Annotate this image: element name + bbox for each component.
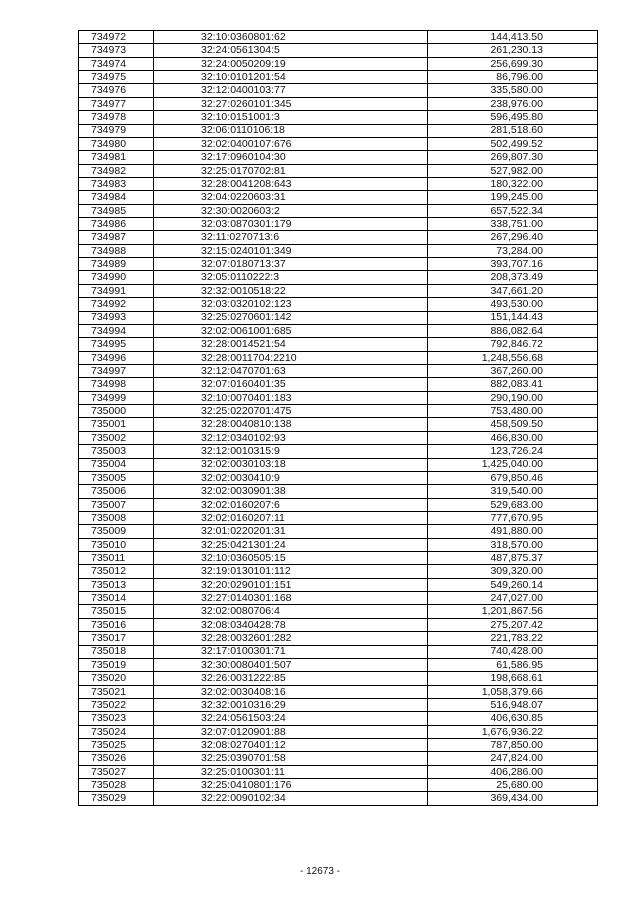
amount-cell: 198,668.61 <box>428 672 598 685</box>
cadastral-number-cell: 32:07:0180713:37 <box>154 258 428 271</box>
record-id-cell: 734998 <box>79 378 154 391</box>
record-id-cell: 735008 <box>79 511 154 524</box>
cadastral-number-cell: 32:28:0011704:2210 <box>154 351 428 364</box>
cadastral-number-cell: 32:02:0160207:11 <box>154 511 428 524</box>
cadastral-number-cell: 32:10:0151001:3 <box>154 111 428 124</box>
table-row <box>79 284 598 297</box>
record-id-cell: 734983 <box>79 177 154 190</box>
amount-cell: 73,284.00 <box>428 244 598 257</box>
cadastral-number-cell: 32:01:0220201:31 <box>154 525 428 538</box>
amount-cell: 338,751.00 <box>428 218 598 231</box>
amount-cell: 123,726.24 <box>428 445 598 458</box>
cadastral-number-cell: 32:24:0050209:19 <box>154 57 428 70</box>
record-id-cell: 734996 <box>79 351 154 364</box>
cadastral-number-cell: 32:25:0170702:81 <box>154 164 428 177</box>
table-row <box>79 765 598 778</box>
record-id-cell: 734994 <box>79 324 154 337</box>
table-row <box>79 391 598 404</box>
cadastral-number-cell: 32:12:0010315:9 <box>154 445 428 458</box>
cadastral-number-cell: 32:17:0100301:71 <box>154 645 428 658</box>
amount-cell: 369,434.00 <box>428 792 598 805</box>
cadastral-number-cell: 32:22:0090102:34 <box>154 792 428 805</box>
amount-cell: 256,699.30 <box>428 57 598 70</box>
amount-cell: 144,413.50 <box>428 31 598 44</box>
amount-cell: 596,495.80 <box>428 111 598 124</box>
cadastral-number-cell: 32:24:0561503:24 <box>154 712 428 725</box>
table-row <box>79 565 598 578</box>
amount-cell: 151,144.43 <box>428 311 598 324</box>
table-row <box>79 698 598 711</box>
table-row <box>79 177 598 190</box>
cadastral-number-cell: 32:25:0410801:176 <box>154 779 428 792</box>
table-row <box>79 471 598 484</box>
cadastral-number-cell: 32:25:0100301:11 <box>154 765 428 778</box>
record-id-cell: 735017 <box>79 632 154 645</box>
amount-cell: 393,707.16 <box>428 258 598 271</box>
record-id-cell: 734995 <box>79 338 154 351</box>
cadastral-number-cell: 32:19:0130101:112 <box>154 565 428 578</box>
cadastral-number-cell: 32:02:0030410:9 <box>154 471 428 484</box>
table-row <box>79 258 598 271</box>
amount-cell: 319,540.00 <box>428 485 598 498</box>
cadastral-number-cell: 32:25:0421301:24 <box>154 538 428 551</box>
record-id-cell: 734993 <box>79 311 154 324</box>
amount-cell: 406,286.00 <box>428 765 598 778</box>
record-id-cell: 734978 <box>79 111 154 124</box>
table-row <box>79 364 598 377</box>
amount-cell: 318,570.00 <box>428 538 598 551</box>
cadastral-number-cell: 32:27:0260101:345 <box>154 97 428 110</box>
record-id-cell: 735011 <box>79 552 154 565</box>
table-row <box>79 137 598 150</box>
record-id-cell: 735007 <box>79 498 154 511</box>
amount-cell: 180,322.00 <box>428 177 598 190</box>
record-id-cell: 735010 <box>79 538 154 551</box>
table-row <box>79 645 598 658</box>
record-id-cell: 734992 <box>79 298 154 311</box>
cadastral-number-cell: 32:26:0031222:85 <box>154 672 428 685</box>
amount-cell: 516,948.07 <box>428 698 598 711</box>
cadastral-number-cell: 32:02:0400107:676 <box>154 137 428 150</box>
cadastral-number-cell: 32:10:0360801:62 <box>154 31 428 44</box>
cadastral-number-cell: 32:02:0061001:685 <box>154 324 428 337</box>
table-row <box>79 592 598 605</box>
table-row <box>79 405 598 418</box>
amount-cell: 1,676,936.22 <box>428 725 598 738</box>
record-id-cell: 735004 <box>79 458 154 471</box>
table-row <box>79 218 598 231</box>
table-row <box>79 779 598 792</box>
amount-cell: 247,824.00 <box>428 752 598 765</box>
record-id-cell: 734990 <box>79 271 154 284</box>
record-id-cell: 734985 <box>79 204 154 217</box>
table-row <box>79 271 598 284</box>
table-row <box>79 164 598 177</box>
table-row <box>79 351 598 364</box>
table-row <box>79 485 598 498</box>
amount-cell: 281,518.60 <box>428 124 598 137</box>
record-id-cell: 735025 <box>79 739 154 752</box>
amount-cell: 1,201,867.56 <box>428 605 598 618</box>
table-row <box>79 151 598 164</box>
table-row <box>79 605 598 618</box>
table-row <box>79 739 598 752</box>
table-row <box>79 578 598 591</box>
table-row <box>79 712 598 725</box>
amount-cell: 502,499.52 <box>428 137 598 150</box>
cadastral-number-cell: 32:25:0220701:475 <box>154 405 428 418</box>
record-id-cell: 735029 <box>79 792 154 805</box>
cadastral-number-cell: 32:27:0140301:168 <box>154 592 428 605</box>
amount-cell: 491,880.00 <box>428 525 598 538</box>
amount-cell: 458,509.50 <box>428 418 598 431</box>
cadastral-number-cell: 32:02:0030103:18 <box>154 458 428 471</box>
amount-cell: 882,083.41 <box>428 378 598 391</box>
cadastral-number-cell: 32:05:0110222:3 <box>154 271 428 284</box>
table-row <box>79 538 598 551</box>
cadastral-number-cell: 32:06:0110106:18 <box>154 124 428 137</box>
table-row <box>79 672 598 685</box>
record-id-cell: 735016 <box>79 618 154 631</box>
table-row <box>79 498 598 511</box>
amount-cell: 740,428.00 <box>428 645 598 658</box>
cadastral-number-cell: 32:08:0270401:12 <box>154 739 428 752</box>
cadastral-number-cell: 32:10:0360505:15 <box>154 552 428 565</box>
amount-cell: 199,245.00 <box>428 191 598 204</box>
amount-cell: 61,586.95 <box>428 658 598 671</box>
cadastral-number-cell: 32:03:0870301:179 <box>154 218 428 231</box>
amount-cell: 25,680.00 <box>428 779 598 792</box>
cadastral-number-cell: 32:10:0070401:183 <box>154 391 428 404</box>
amount-cell: 1,058,379.66 <box>428 685 598 698</box>
table-row <box>79 191 598 204</box>
record-id-cell: 734979 <box>79 124 154 137</box>
record-id-cell: 734991 <box>79 284 154 297</box>
table-row <box>79 324 598 337</box>
record-id-cell: 734976 <box>79 84 154 97</box>
table-row <box>79 311 598 324</box>
record-id-cell: 735019 <box>79 658 154 671</box>
cadastral-number-cell: 32:03:0320102:123 <box>154 298 428 311</box>
record-id-cell: 735013 <box>79 578 154 591</box>
amount-cell: 267,296.40 <box>428 231 598 244</box>
cadastral-number-cell: 32:32:0010518:22 <box>154 284 428 297</box>
table-row <box>79 338 598 351</box>
cadastral-number-cell: 32:25:0270601:142 <box>154 311 428 324</box>
records-table-body <box>79 31 598 806</box>
table-row <box>79 511 598 524</box>
page-number: - 12673 - <box>299 866 341 877</box>
cadastral-number-cell: 32:28:0032601:282 <box>154 632 428 645</box>
cadastral-number-cell: 32:15:0240101:349 <box>154 244 428 257</box>
amount-cell: 221,783.22 <box>428 632 598 645</box>
cadastral-number-cell: 32:02:0030901:38 <box>154 485 428 498</box>
cadastral-number-cell: 32:20:0290101:151 <box>154 578 428 591</box>
cadastral-number-cell: 32:28:0040810:138 <box>154 418 428 431</box>
table-row <box>79 792 598 805</box>
cadastral-number-cell: 32:12:0400103:77 <box>154 84 428 97</box>
table-row <box>79 31 598 44</box>
amount-cell: 657,522.34 <box>428 204 598 217</box>
table-row <box>79 632 598 645</box>
table-row <box>79 111 598 124</box>
table-row <box>79 244 598 257</box>
table-row <box>79 378 598 391</box>
amount-cell: 335,580.00 <box>428 84 598 97</box>
table-row <box>79 71 598 84</box>
record-id-cell: 735003 <box>79 445 154 458</box>
amount-cell: 1,248,556.68 <box>428 351 598 364</box>
amount-cell: 529,683.00 <box>428 498 598 511</box>
amount-cell: 347,661.20 <box>428 284 598 297</box>
cadastral-number-cell: 32:02:0160207:6 <box>154 498 428 511</box>
amount-cell: 527,982.00 <box>428 164 598 177</box>
cadastral-number-cell: 32:02:0080706:4 <box>154 605 428 618</box>
cadastral-number-cell: 32:07:0160401:35 <box>154 378 428 391</box>
amount-cell: 792,846.72 <box>428 338 598 351</box>
record-id-cell: 735002 <box>79 431 154 444</box>
cadastral-number-cell: 32:17:0960104:30 <box>154 151 428 164</box>
record-id-cell: 735027 <box>79 765 154 778</box>
amount-cell: 290,190.00 <box>428 391 598 404</box>
record-id-cell: 734997 <box>79 364 154 377</box>
record-id-cell: 735028 <box>79 779 154 792</box>
record-id-cell: 734982 <box>79 164 154 177</box>
record-id-cell: 735018 <box>79 645 154 658</box>
amount-cell: 679,850.46 <box>428 471 598 484</box>
amount-cell: 777,670.95 <box>428 511 598 524</box>
amount-cell: 487,875.37 <box>428 552 598 565</box>
amount-cell: 208,373.49 <box>428 271 598 284</box>
record-id-cell: 734989 <box>79 258 154 271</box>
cadastral-number-cell: 32:12:0340102:93 <box>154 431 428 444</box>
record-id-cell: 734999 <box>79 391 154 404</box>
table-row <box>79 44 598 57</box>
record-id-cell: 734972 <box>79 31 154 44</box>
table-row <box>79 525 598 538</box>
cadastral-number-cell: 32:12:0470701:63 <box>154 364 428 377</box>
cadastral-number-cell: 32:10:0101201:54 <box>154 71 428 84</box>
amount-cell: 549,260.14 <box>428 578 598 591</box>
table-row <box>79 658 598 671</box>
table-row <box>79 552 598 565</box>
amount-cell: 275,207.42 <box>428 618 598 631</box>
amount-cell: 247,027.00 <box>428 592 598 605</box>
cadastral-number-cell: 32:02:0030408:16 <box>154 685 428 698</box>
cadastral-number-cell: 32:25:0390701:58 <box>154 752 428 765</box>
amount-cell: 1,425,040.00 <box>428 458 598 471</box>
cadastral-number-cell: 32:28:0041208:643 <box>154 177 428 190</box>
cadastral-number-cell: 32:30:0020603:2 <box>154 204 428 217</box>
record-id-cell: 735005 <box>79 471 154 484</box>
record-id-cell: 735022 <box>79 698 154 711</box>
record-id-cell: 735001 <box>79 418 154 431</box>
cadastral-number-cell: 32:11:0270713:6 <box>154 231 428 244</box>
record-id-cell: 735000 <box>79 405 154 418</box>
amount-cell: 406,630.85 <box>428 712 598 725</box>
record-id-cell: 734981 <box>79 151 154 164</box>
record-id-cell: 735021 <box>79 685 154 698</box>
record-id-cell: 734975 <box>79 71 154 84</box>
table-row <box>79 84 598 97</box>
table-row <box>79 445 598 458</box>
record-id-cell: 735020 <box>79 672 154 685</box>
cadastral-number-cell: 32:30:0080401:507 <box>154 658 428 671</box>
table-row <box>79 298 598 311</box>
amount-cell: 238,976.00 <box>428 97 598 110</box>
amount-cell: 86,796.00 <box>428 71 598 84</box>
table-row <box>79 124 598 137</box>
cadastral-number-cell: 32:08:0340428:78 <box>154 618 428 631</box>
record-id-cell: 734986 <box>79 218 154 231</box>
amount-cell: 466,830.00 <box>428 431 598 444</box>
amount-cell: 493,530.00 <box>428 298 598 311</box>
record-id-cell: 734974 <box>79 57 154 70</box>
table-row <box>79 725 598 738</box>
cadastral-number-cell: 32:04:0220603:31 <box>154 191 428 204</box>
record-id-cell: 735026 <box>79 752 154 765</box>
record-id-cell: 735014 <box>79 592 154 605</box>
cadastral-number-cell: 32:24:0561304:5 <box>154 44 428 57</box>
table-row <box>79 57 598 70</box>
record-id-cell: 734984 <box>79 191 154 204</box>
table-row <box>79 97 598 110</box>
cadastral-number-cell: 32:07:0120901:88 <box>154 725 428 738</box>
amount-cell: 269,807.30 <box>428 151 598 164</box>
record-id-cell: 734988 <box>79 244 154 257</box>
amount-cell: 787,850.00 <box>428 739 598 752</box>
record-id-cell: 735012 <box>79 565 154 578</box>
amount-cell: 261,230.13 <box>428 44 598 57</box>
amount-cell: 309,320.00 <box>428 565 598 578</box>
table-row <box>79 418 598 431</box>
table-row <box>79 231 598 244</box>
record-id-cell: 734973 <box>79 44 154 57</box>
table-row <box>79 204 598 217</box>
table-row <box>79 431 598 444</box>
amount-cell: 753,480.00 <box>428 405 598 418</box>
table-row <box>79 752 598 765</box>
amount-cell: 886,082.64 <box>428 324 598 337</box>
table-row <box>79 458 598 471</box>
record-id-cell: 735009 <box>79 525 154 538</box>
table-row <box>79 618 598 631</box>
record-id-cell: 735006 <box>79 485 154 498</box>
cadastral-number-cell: 32:28:0014521:54 <box>154 338 428 351</box>
records-table <box>78 30 598 806</box>
record-id-cell: 735023 <box>79 712 154 725</box>
amount-cell: 367,260.00 <box>428 364 598 377</box>
record-id-cell: 735024 <box>79 725 154 738</box>
table-row <box>79 685 598 698</box>
record-id-cell: 734980 <box>79 137 154 150</box>
record-id-cell: 734977 <box>79 97 154 110</box>
record-id-cell: 735015 <box>79 605 154 618</box>
record-id-cell: 734987 <box>79 231 154 244</box>
cadastral-number-cell: 32:32:0010316:29 <box>154 698 428 711</box>
